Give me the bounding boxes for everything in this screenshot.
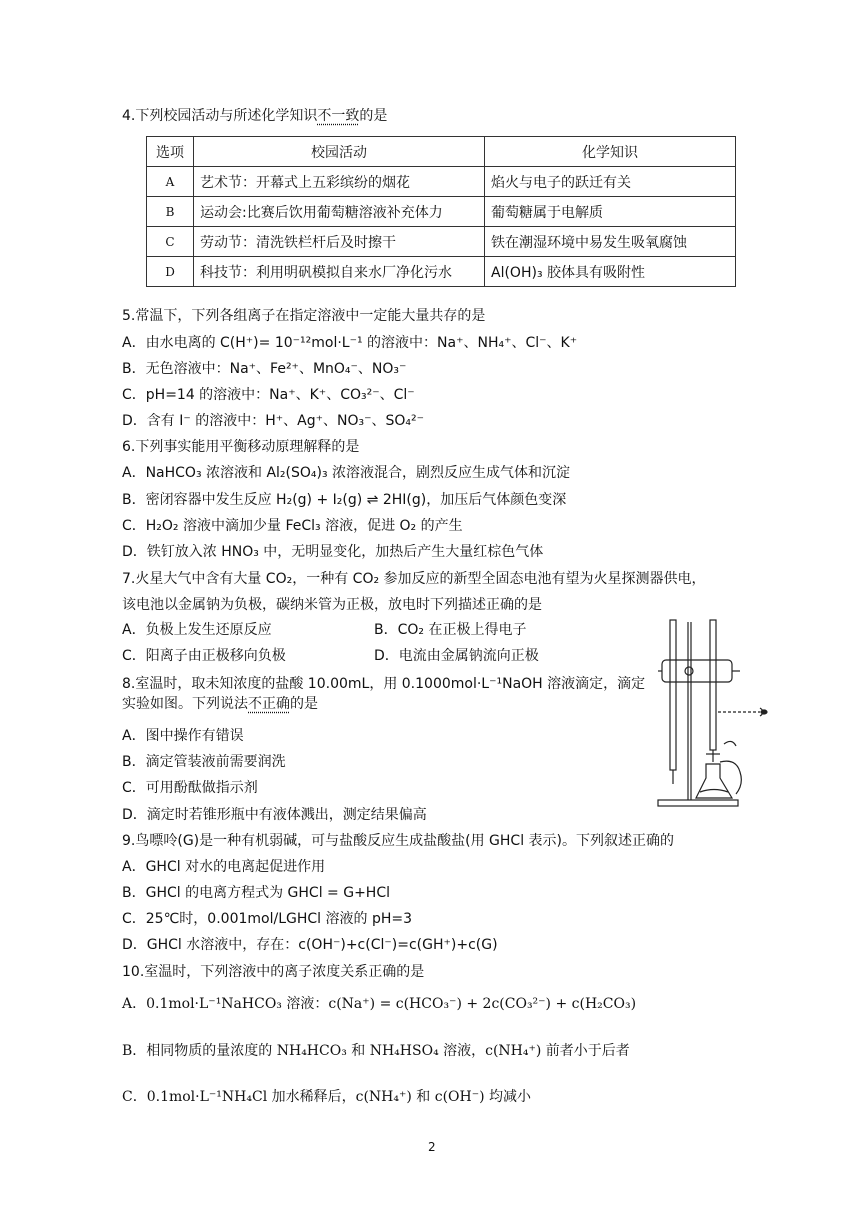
q8-stem-tail: 的是	[290, 696, 318, 712]
row-activity: 运动会:比赛后饮用葡萄糖溶液补充体力	[194, 197, 485, 227]
q5-option-c: C．pH=14 的溶液中：Na⁺、K⁺、CO₃²⁻、Cl⁻	[122, 387, 415, 403]
q6-stem: 6.下列事实能用平衡移动原理解释的是	[122, 439, 360, 455]
q9-option-d: D．GHCl 水溶液中，存在：c(OH⁻)+c(Cl⁻)=c(GH⁺)+c(G)	[122, 937, 498, 953]
q10-option-a: A．0.1mol·L⁻¹NaHCO₃ 溶液：c(Na⁺) = c(HCO₃⁻) + 2c(CO₃²⁻) + c(H₂CO₃)	[122, 996, 637, 1012]
q6-option-a: A．NaHCO₃ 浓溶液和 Al₂(SO₄)₃ 浓溶液混合，剧烈反应生成气体和沉淀	[122, 465, 571, 481]
q10-stem: 10.室温时，下列溶液中的离子浓度关系正确的是	[122, 964, 425, 980]
q8-stem-emphasis: 不正确	[248, 696, 290, 712]
table-row	[147, 197, 736, 227]
q9-option-a: A．GHCl 对水的电离起促进作用	[122, 859, 326, 875]
row-option: C	[147, 227, 194, 257]
q5-option-b: B．无色溶液中：Na⁺、Fe²⁺、MnO₄⁻、NO₃⁻	[122, 361, 407, 377]
page-number: 2	[428, 1140, 436, 1154]
q4-stem	[122, 106, 387, 126]
table-header-row	[147, 137, 736, 167]
q4-stem-tail: 的是	[359, 108, 388, 124]
q8-stem-line2	[122, 694, 318, 714]
header-activity: 校园活动	[194, 137, 485, 167]
q9-option-b: B．GHCl 的电离方程式为 GHCl = G+HCl	[122, 885, 390, 901]
q8-stem-line1: 8.室温时，取未知浓度的盐酸 10.00mL，用 0.1000mol·L⁻¹NaOH 溶液滴定，滴定	[122, 676, 646, 692]
q8-option-a: A．图中操作有错误	[122, 728, 244, 744]
q7-option-c: C．阳离子由正极移向负极	[122, 648, 286, 664]
row-option: B	[147, 197, 194, 227]
row-option: D	[147, 257, 194, 287]
q7-option-b: B．CO₂ 在正极上得电子	[374, 622, 527, 638]
q6-option-c: C．H₂O₂ 溶液中滴加少量 FeCl₃ 溶液，促进 O₂ 的产生	[122, 518, 463, 534]
row-knowledge: 铁在潮湿环境中易发生吸氧腐蚀	[485, 227, 736, 257]
row-option: A	[147, 167, 194, 197]
q5-option-d: D．含有 I⁻ 的溶液中：H⁺、Ag⁺、NO₃⁻、SO₄²⁻	[122, 413, 424, 429]
q9-stem: 9.鸟嘌呤(G)是一种有机弱碱，可与盐酸反应生成盐酸盐(用 GHCl 表示)。下列叙述正确的	[122, 833, 674, 849]
q6-option-d: D．铁钉放入浓 HNO₃ 中，无明显变化，加热后产生大量红棕色气体	[122, 544, 544, 560]
row-activity: 劳动节：清洗铁栏杆后及时擦干	[194, 227, 485, 257]
header-knowledge: 化学知识	[485, 137, 736, 167]
q5-option-a: A．由水电离的 C(H⁺)= 10⁻¹²mol·L⁻¹ 的溶液中：Na⁺、NH₄⁺、Cl⁻、K⁺	[122, 335, 578, 351]
row-knowledge: 焰火与电子的跃迁有关	[485, 167, 736, 197]
q4-table	[146, 136, 736, 287]
q7-option-d: D．电流由金属钠流向正极	[374, 648, 539, 664]
row-knowledge: 葡萄糖属于电解质	[485, 197, 736, 227]
q8-option-d: D．滴定时若锥形瓶中有液体溅出，测定结果偏高	[122, 807, 427, 823]
q4-stem-text: 4.下列校园活动与所述化学知识	[122, 108, 318, 124]
q5-stem: 5.常温下，下列各组离子在指定溶液中一定能大量共存的是	[122, 308, 486, 324]
table-row	[147, 227, 736, 257]
q9-option-c: C．25℃时，0.001mol/LGHCl 溶液的 pH=3	[122, 911, 412, 927]
q10-option-c: C．0.1mol·L⁻¹NH₄Cl 加水稀释后，c(NH₄⁺) 和 c(OH⁻) 均减小	[122, 1089, 532, 1105]
q8-stem-text: 实验如图。下列说法	[122, 696, 248, 712]
q8-option-b: B．滴定管装液前需要润洗	[122, 754, 286, 770]
table-row	[147, 167, 736, 197]
q4-stem-emphasis: 不一致	[317, 108, 360, 124]
row-activity: 艺术节：开幕式上五彩缤纷的烟花	[194, 167, 485, 197]
row-knowledge: Al(OH)₃ 胶体具有吸附性	[485, 257, 736, 287]
table-row	[147, 257, 736, 287]
titration-apparatus-illustration	[640, 612, 780, 812]
q10-option-b: B．相同物质的量浓度的 NH₄HCO₃ 和 NH₄HSO₄ 溶液，c(NH₄⁺) 前者小于后者	[122, 1043, 630, 1059]
q8-option-c: C．可用酚酞做指示剂	[122, 780, 258, 796]
q7-stem-line1: 7.火星大气中含有大量 CO₂，一种有 CO₂ 参加反应的新型全固态电池有望为火星探测器供电，	[122, 571, 706, 587]
row-activity: 科技节：利用明矾模拟自来水厂净化污水	[194, 257, 485, 287]
q7-stem-line2: 该电池以金属钠为负极，碳纳米管为正极，放电时下列描述正确的是	[122, 597, 542, 613]
q6-option-b: B．密闭容器中发生反应 H₂(g) + I₂(g) ⇌ 2HI(g)，加压后气体颜色变深	[122, 492, 567, 508]
header-option: 选项	[147, 137, 194, 167]
q7-option-a: A．负极上发生还原反应	[122, 622, 272, 638]
